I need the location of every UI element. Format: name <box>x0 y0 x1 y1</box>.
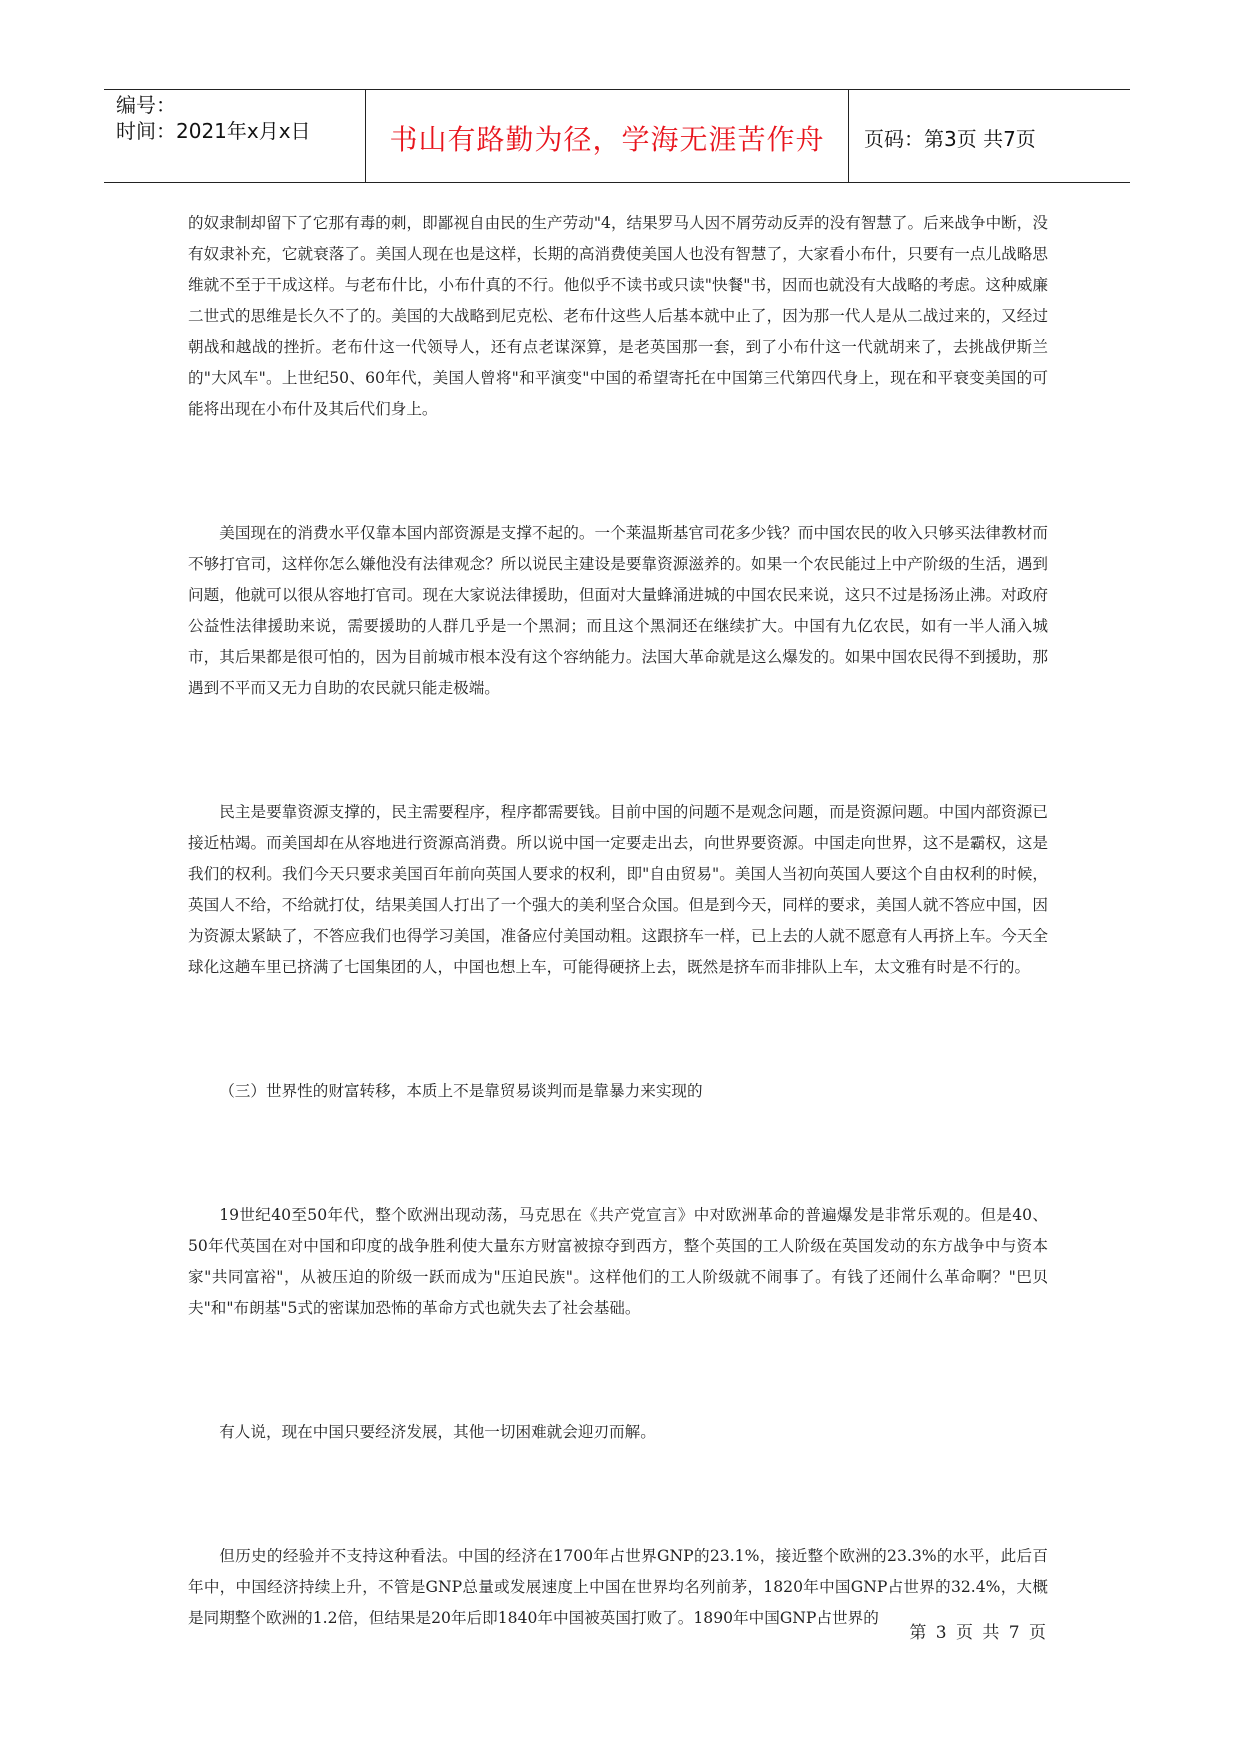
header-motto: 书山有路勤为径，学海无涯苦作舟 <box>389 123 825 156</box>
page-footer-number: 第 3 页 共 7 页 <box>909 1623 1048 1643</box>
paragraph-gap <box>188 425 1048 518</box>
paragraph-gap <box>188 1448 1048 1541</box>
header-meta <box>104 90 364 182</box>
body-paragraph: 的奴隶制却留下了它那有毒的刺，即鄙视自由民的生产劳动"4，结果罗马人因不屑劳动反弄的没有智慧了。后来战争中断，没有奴隶补充，它就衰落了。美国人现在也是这样，长期的高消费使美国人也没有智慧了，大家看小布什，只要有一点儿战略思维就不至于干成这样。与老布什比，小布什真的不行。他似乎不读书或只读"快餐"书，因而也就没有大战略的考虑。这种威廉二世式的思维是长久不了的。美国的大战略到尼克松、老布什这些人后基本就中止了，因为那一代人是从二战过来的，又经过朝战和越战的挫折。老布什这一代领导人，还有点老谋深算，是老英国那一套，到了小布什这一代就胡来了，去挑战伊斯兰的"大风车"。上世纪50、60年代，美国人曾将"和平演变"中国的希望寄托在中国第三代第四代身上，现在和平衰变美国的可能将出现在小布什及其后代们身上。 <box>188 214 1048 418</box>
paragraph-gap <box>188 983 1048 1076</box>
header-page-cell <box>848 90 1130 182</box>
page-header <box>104 89 1130 183</box>
body-paragraph: 美国现在的消费水平仅靠本国内部资源是支撑不起的。一个莱温斯基官司花多少钱？而中国农民的收入只够买法律教材而不够打官司，这样你怎么嫌他没有法律观念？所以说民主建设是要靠资源滋养的。如果一个农民能过上中产阶级的生活，遇到问题，他就可以很从容地打官司。现在大家说法律援助，但面对大量蜂涌进城的中国农民来说，这只不过是扬汤止沸。对政府公益性法律援助来说，需要援助的人群几乎是一个黑洞；而且这个黑洞还在继续扩大。中国有九亿农民，如有一半人涌入城市，其后果都是很可怕的，因为目前城市根本没有这个容纳能力。法国大革命就是这么爆发的。如果中国农民得不到援助，那遇到不平而又无力自助的农民就只能走极端。 <box>188 524 1048 697</box>
body-paragraph: 19世纪40至50年代，整个欧洲出现动荡，马克思在《共产党宣言》中对欧洲革命的普遍爆发是非常乐观的。但是40、50年代英国在对中国和印度的战争胜利使大量东方财富被掠夺到西方，整个英国的工人阶级在英国发动的东方战争中与资本家"共同富裕"，从被压迫的阶级一跃而成为"压迫民族"。这样他们的工人阶级就不闹事了。有钱了还闹什么革命啊？"巴贝夫"和"布朗基"5式的密谋加恐怖的革命方式也就失去了社会基础。 <box>188 1206 1048 1317</box>
body-paragraph: 民主是要靠资源支撑的，民主需要程序，程序都需要钱。目前中国的问题不是观念问题，而是资源问题。中国内部资源已接近枯竭。而美国却在从容地进行资源高消费。所以说中国一定要走出去，向世界要资源。中国走向世界，这不是霸权，这是我们的权利。我们今天只要求美国百年前向英国人要求的权利，即"自由贸易"。美国人当初向英国人要这个自由权利的时候，英国人不给，不给就打仗，结果美国人打出了一个强大的美利坚合众国。但是到今天，同样的要求，美国人就不答应中国，因为资源太紧缺了，不答应我们也得学习美国，准备应付美国动粗。这跟挤车一样，已上去的人就不愿意有人再挤上车。今天全球化这趟车里已挤满了七国集团的人，中国也想上车，可能得硬挤上去，既然是挤车而非排队上车，太文雅有时是不行的。 <box>188 803 1048 976</box>
document-body <box>188 208 1048 1634</box>
document-date-label: 时间：2021年x月x日 <box>116 119 311 143</box>
header-page-code: 页码：第3页 共7页 <box>864 127 1036 151</box>
paragraph-gap <box>188 704 1048 797</box>
section-heading: （三）世界性的财富转移，本质上不是靠贸易谈判而是靠暴力来实现的 <box>219 1082 703 1100</box>
body-paragraph: 有人说，现在中国只要经济发展，其他一切困难就会迎刃而解。 <box>219 1423 656 1441</box>
body-paragraph: 但历史的经验并不支持这种看法。中国的经济在1700年占世界GNP的23.1%，接近整个欧洲的23.3%的水平，此后百年中，中国经济持续上升，不管是GNP总量或发展速度上中国在世界均名列前茅，1820年中国GNP占世界的32.4%，大概是同期整个欧洲的1.2倍，但结果是20年后即1840年中国被英国打败了。1890年中国GNP占世界的 <box>188 1547 1048 1627</box>
document-number-label: 编号： <box>116 93 176 117</box>
paragraph-gap <box>188 1107 1048 1200</box>
header-motto-cell <box>365 90 849 182</box>
paragraph-gap <box>188 1324 1048 1417</box>
